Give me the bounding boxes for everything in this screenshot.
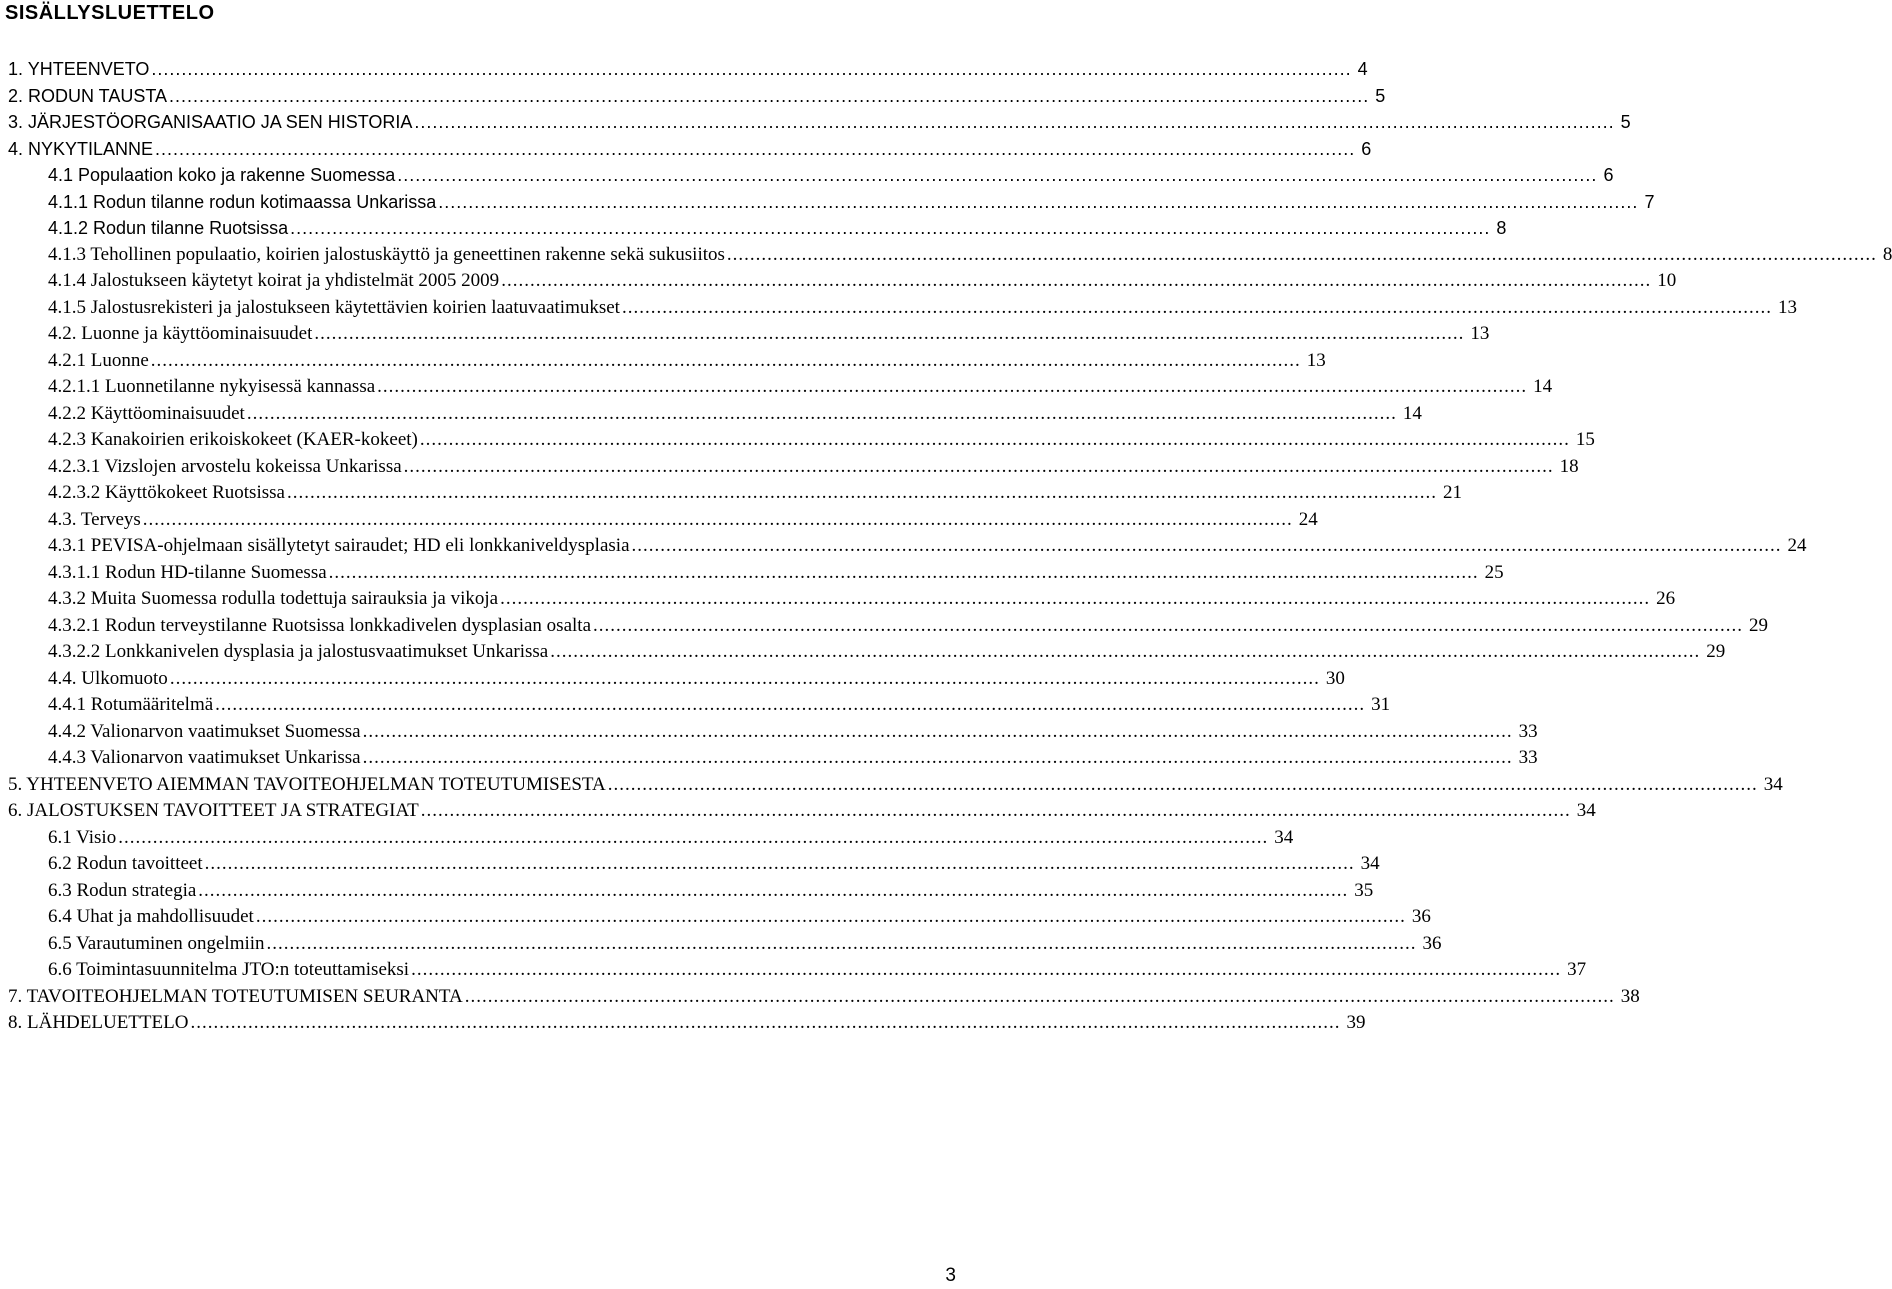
toc-entry-title: 4.2.3.2 Käyttökokeet Ruotsissa bbox=[48, 480, 287, 507]
toc-entry-title: 4.4. Ulkomuoto bbox=[48, 666, 170, 693]
toc-entry-page: 6 bbox=[1355, 136, 1371, 163]
dot-leader: ........................................................................................................................................................................................................ bbox=[246, 402, 1397, 424]
toc-entry-title: 4.1.4 Jalostukseen käytetyt koirat ja yhdistelmät 2005 2009 bbox=[48, 268, 501, 295]
dot-leader: ........................................................................................................................................................................................................ bbox=[290, 218, 1491, 238]
dot-leader: ........................................................................................................................................................................................................ bbox=[142, 508, 1293, 530]
dot-leader: ........................................................................................................................................................................................................ bbox=[328, 561, 1479, 583]
toc-entry-title: 4.1.2 Rodun tilanne Ruotsissa bbox=[48, 215, 290, 242]
toc-entry[interactable] bbox=[0, 851, 1380, 878]
dot-leader: ........................................................................................................................................................................................................ bbox=[362, 720, 1513, 742]
toc-entry[interactable] bbox=[0, 242, 1892, 269]
toc-entry-title: 4.2.3.1 Vizslojen arvostelu kokeissa Unkarissa bbox=[48, 454, 404, 481]
toc-entry-title: 3. JÄRJESTÖORGANISAATIO JA SEN HISTORIA bbox=[8, 109, 414, 136]
toc-entry[interactable] bbox=[0, 533, 1807, 560]
toc-entry-title: 6.2 Rodun tavoitteet bbox=[48, 851, 205, 878]
toc-entry-page: 5 bbox=[1369, 83, 1385, 110]
dot-leader: ........................................................................................................................................................................................................ bbox=[155, 138, 1356, 159]
toc-entry[interactable] bbox=[0, 109, 1631, 136]
toc-entry-title: 6.5 Varautuminen ongelmiin bbox=[48, 931, 267, 958]
dot-leader: ........................................................................................................................................................................................................ bbox=[314, 323, 1465, 344]
toc-entry-title: 1. YHTEENVETO bbox=[8, 56, 151, 83]
toc-entry-page: 8 bbox=[1490, 215, 1506, 242]
toc-entry-title: 4.4.1 Rotumääritelmä bbox=[48, 692, 215, 719]
toc-entry-title: 6. JALOSTUKSEN TAVOITTEET JA STRATEGIAT bbox=[8, 798, 421, 825]
toc-entry[interactable] bbox=[0, 348, 1326, 375]
toc-entry-page: 21 bbox=[1437, 480, 1462, 507]
toc-entry[interactable] bbox=[0, 507, 1318, 534]
toc-entry-title: 4.1.5 Jalostusrekisteri ja jalostukseen käytettävien koirien laatuvaatimukset bbox=[48, 295, 622, 322]
dot-leader: ........................................................................................................................................................................................................ bbox=[286, 482, 1437, 503]
toc-entry-page: 14 bbox=[1527, 374, 1552, 401]
toc-entry-page: 29 bbox=[1700, 639, 1725, 666]
toc-entry-page: 5 bbox=[1615, 109, 1631, 136]
page-number: 3 bbox=[945, 1265, 956, 1286]
toc-entry[interactable] bbox=[0, 666, 1345, 693]
toc-entry-page: 31 bbox=[1365, 692, 1390, 719]
toc-entry[interactable] bbox=[0, 772, 1783, 799]
toc-entry-title: 2. RODUN TAUSTA bbox=[8, 83, 169, 110]
toc-entry[interactable] bbox=[0, 719, 1538, 746]
toc-entry[interactable] bbox=[0, 1010, 1366, 1037]
toc-entry-page: 4 bbox=[1352, 56, 1368, 83]
toc-entry[interactable] bbox=[0, 215, 1507, 242]
dot-leader: ........................................................................................................................................................................................................ bbox=[204, 853, 1355, 874]
toc-entry-page: 36 bbox=[1406, 904, 1431, 931]
toc-entry-page: 14 bbox=[1397, 401, 1422, 428]
toc-entry-title: 8. LÄHDELUETTELO bbox=[8, 1010, 190, 1037]
dot-leader: ........................................................................................................................................................................................................ bbox=[411, 959, 1562, 980]
dot-leader: ........................................................................................................................................................................................................ bbox=[464, 985, 1615, 1007]
dot-leader: ........................................................................................................................................................................................................ bbox=[215, 694, 1366, 715]
toc-entry-page: 36 bbox=[1417, 931, 1442, 958]
toc-entry-page: 34 bbox=[1268, 825, 1293, 852]
dot-leader: ........................................................................................................................................................................................................ bbox=[255, 906, 1406, 927]
toc-entry[interactable] bbox=[0, 427, 1595, 454]
toc-entry-page: 25 bbox=[1479, 560, 1504, 587]
dot-leader: ........................................................................................................................................................................................................ bbox=[190, 1012, 1341, 1033]
toc-entry-title: 4.1.3 Tehollinen populaatio, koirien jalostuskäyttö ja geneettinen rakenne sekä sukusiitos bbox=[48, 242, 727, 269]
dot-leader: ........................................................................................................................................................................................................ bbox=[621, 296, 1772, 318]
toc-entry-title: 4.4.2 Valionarvon vaatimukset Suomessa bbox=[48, 719, 363, 746]
toc-entry-page: 13 bbox=[1301, 348, 1326, 375]
toc-entry-title: 4.3. Terveys bbox=[48, 507, 143, 534]
dot-leader: ........................................................................................................................................................................................................ bbox=[631, 535, 1782, 556]
toc-entry-title: 4.3.2.1 Rodun terveystilanne Ruotsissa lonkkadivelen dysplasian osalta bbox=[48, 613, 593, 640]
toc-entry[interactable] bbox=[0, 904, 1431, 931]
toc-entry[interactable] bbox=[0, 745, 1538, 772]
toc-entry[interactable] bbox=[0, 560, 1504, 587]
toc-entry-title: 4.3.1 PEVISA-ohjelmaan sisällytetyt sairaudet; HD eli lonkkaniveldysplasia bbox=[48, 533, 632, 560]
toc-entry-page: 24 bbox=[1782, 533, 1807, 560]
dot-leader: ........................................................................................................................................................................................................ bbox=[501, 270, 1652, 291]
toc-entry[interactable] bbox=[0, 454, 1579, 481]
toc-entry-page: 26 bbox=[1650, 586, 1675, 613]
toc-entry-page: 24 bbox=[1293, 507, 1318, 534]
toc-entry[interactable] bbox=[0, 586, 1676, 613]
toc-entry[interactable] bbox=[0, 189, 1655, 216]
toc-entry-page: 7 bbox=[1638, 189, 1654, 216]
toc-entry[interactable] bbox=[0, 639, 1726, 666]
toc-entry-page: 39 bbox=[1340, 1010, 1365, 1037]
toc-entry-page: 33 bbox=[1513, 745, 1538, 772]
toc-entry[interactable] bbox=[0, 957, 1587, 984]
toc-entry[interactable] bbox=[0, 374, 1553, 401]
table-of-contents bbox=[0, 56, 1892, 1037]
toc-entry[interactable] bbox=[0, 268, 1677, 295]
toc-entry[interactable] bbox=[0, 295, 1797, 322]
toc-entry[interactable] bbox=[0, 401, 1422, 428]
toc-entry-title: 4.4.3 Valionarvon vaatimukset Unkarissa bbox=[48, 745, 363, 772]
toc-entry-title: 7. TAVOITEOHJELMAN TOTEUTUMISEN SEURANTA bbox=[8, 984, 465, 1011]
toc-entry-page: 13 bbox=[1772, 295, 1797, 322]
dot-leader: ........................................................................................................................................................................................................ bbox=[169, 85, 1370, 106]
toc-entry-title: 6.4 Uhat ja mahdollisuudet bbox=[48, 904, 256, 931]
toc-entry-page: 38 bbox=[1615, 984, 1640, 1011]
toc-entry[interactable] bbox=[0, 931, 1442, 958]
dot-leader: ........................................................................................................................................................................................................ bbox=[500, 588, 1651, 609]
toc-entry[interactable] bbox=[0, 83, 1386, 110]
toc-entry[interactable] bbox=[0, 613, 1769, 640]
toc-entry-page: 18 bbox=[1554, 454, 1579, 481]
dot-leader: ........................................................................................................................................................................................................ bbox=[151, 59, 1352, 79]
toc-entry-title: 4.2.3 Kanakoirien erikoiskokeet (KAER-kokeet) bbox=[48, 427, 420, 454]
dot-leader: ........................................................................................................................................................................................................ bbox=[397, 165, 1598, 185]
toc-entry-title: 4.1 Populaation koko ja rakenne Suomessa bbox=[48, 162, 397, 189]
toc-entry-title: 5. YHTEENVETO AIEMMAN TAVOITEOHJELMAN TOTEUTUMISESTA bbox=[8, 772, 608, 799]
toc-entry-page: 34 bbox=[1355, 851, 1380, 878]
toc-entry-page: 15 bbox=[1570, 427, 1595, 454]
toc-entry-page: 35 bbox=[1348, 878, 1373, 905]
toc-entry[interactable] bbox=[0, 480, 1462, 507]
dot-leader: ........................................................................................................................................................................................................ bbox=[593, 614, 1744, 636]
toc-heading: SISÄLLYSLUETTELO bbox=[5, 2, 215, 24]
dot-leader: ........................................................................................................................................................................................................ bbox=[266, 932, 1417, 954]
toc-entry-title: 4.2.1 Luonne bbox=[48, 348, 151, 375]
toc-entry-title: 6.3 Rodun strategia bbox=[48, 878, 198, 905]
dot-leader: ........................................................................................................................................................................................................ bbox=[118, 826, 1269, 848]
dot-leader: ........................................................................................................................................................................................................ bbox=[377, 376, 1528, 397]
toc-entry[interactable] bbox=[0, 162, 1614, 189]
dot-leader: ........................................................................................................................................................................................................ bbox=[150, 349, 1301, 371]
dot-leader: ........................................................................................................................................................................................................ bbox=[420, 800, 1571, 821]
toc-entry-title: 4.1.1 Rodun tilanne rodun kotimaassa Unkarissa bbox=[48, 189, 438, 216]
toc-entry-page: 10 bbox=[1651, 268, 1676, 295]
toc-entry-title: 4.2. Luonne ja käyttöominaisuudet bbox=[48, 321, 314, 348]
toc-entry-page: 6 bbox=[1597, 162, 1613, 189]
dot-leader: ........................................................................................................................................................................................................ bbox=[550, 641, 1701, 662]
toc-entry-page: 37 bbox=[1561, 957, 1586, 984]
dot-leader: ........................................................................................................................................................................................................ bbox=[169, 667, 1320, 689]
toc-entry-title: 6.1 Visio bbox=[48, 825, 118, 852]
toc-entry-page: 29 bbox=[1743, 613, 1768, 640]
dot-leader: ........................................................................................................................................................................................................ bbox=[198, 879, 1349, 901]
toc-entry[interactable] bbox=[0, 136, 1372, 163]
toc-entry[interactable] bbox=[0, 825, 1294, 852]
toc-entry[interactable] bbox=[0, 56, 1368, 83]
toc-entry[interactable] bbox=[0, 321, 1490, 348]
dot-leader: ........................................................................................................................................................................................................ bbox=[419, 429, 1570, 450]
toc-entry[interactable] bbox=[0, 878, 1374, 905]
toc-entry-page: 8 bbox=[1877, 242, 1892, 269]
toc-entry-title: 4.3.2 Muita Suomessa rodulla todettuja sairauksia ja vikoja bbox=[48, 586, 500, 613]
toc-entry-title: 6.6 Toimintasuunnitelma JTO:n toteuttamiseksi bbox=[48, 957, 411, 984]
dot-leader: ........................................................................................................................................................................................................ bbox=[362, 747, 1513, 768]
toc-entry-title: 4.3.1.1 Rodun HD-tilanne Suomessa bbox=[48, 560, 329, 587]
dot-leader: ........................................................................................................................................................................................................ bbox=[607, 773, 1758, 795]
toc-entry-title: 4.2.1.1 Luonnetilanne nykyisessä kannassa bbox=[48, 374, 377, 401]
dot-leader: ........................................................................................................................................................................................................ bbox=[403, 455, 1554, 477]
toc-entry-page: 13 bbox=[1464, 321, 1489, 348]
dot-leader: ........................................................................................................................................................................................................ bbox=[726, 243, 1877, 265]
toc-entry-page: 34 bbox=[1758, 772, 1783, 799]
toc-entry[interactable] bbox=[0, 984, 1640, 1011]
toc-entry-title: 4. NYKYTILANNE bbox=[8, 136, 155, 163]
toc-entry[interactable] bbox=[0, 798, 1596, 825]
dot-leader: ........................................................................................................................................................................................................ bbox=[414, 112, 1615, 132]
toc-entry-title: 4.3.2.2 Lonkkanivelen dysplasia ja jalostusvaatimukset Unkarissa bbox=[48, 639, 550, 666]
toc-entry-page: 33 bbox=[1513, 719, 1538, 746]
toc-entry-page: 30 bbox=[1320, 666, 1345, 693]
toc-entry-title: 4.2.2 Käyttöominaisuudet bbox=[48, 401, 247, 428]
toc-entry[interactable] bbox=[0, 692, 1391, 719]
dot-leader: ........................................................................................................................................................................................................ bbox=[438, 191, 1639, 212]
toc-entry-page: 34 bbox=[1571, 798, 1596, 825]
